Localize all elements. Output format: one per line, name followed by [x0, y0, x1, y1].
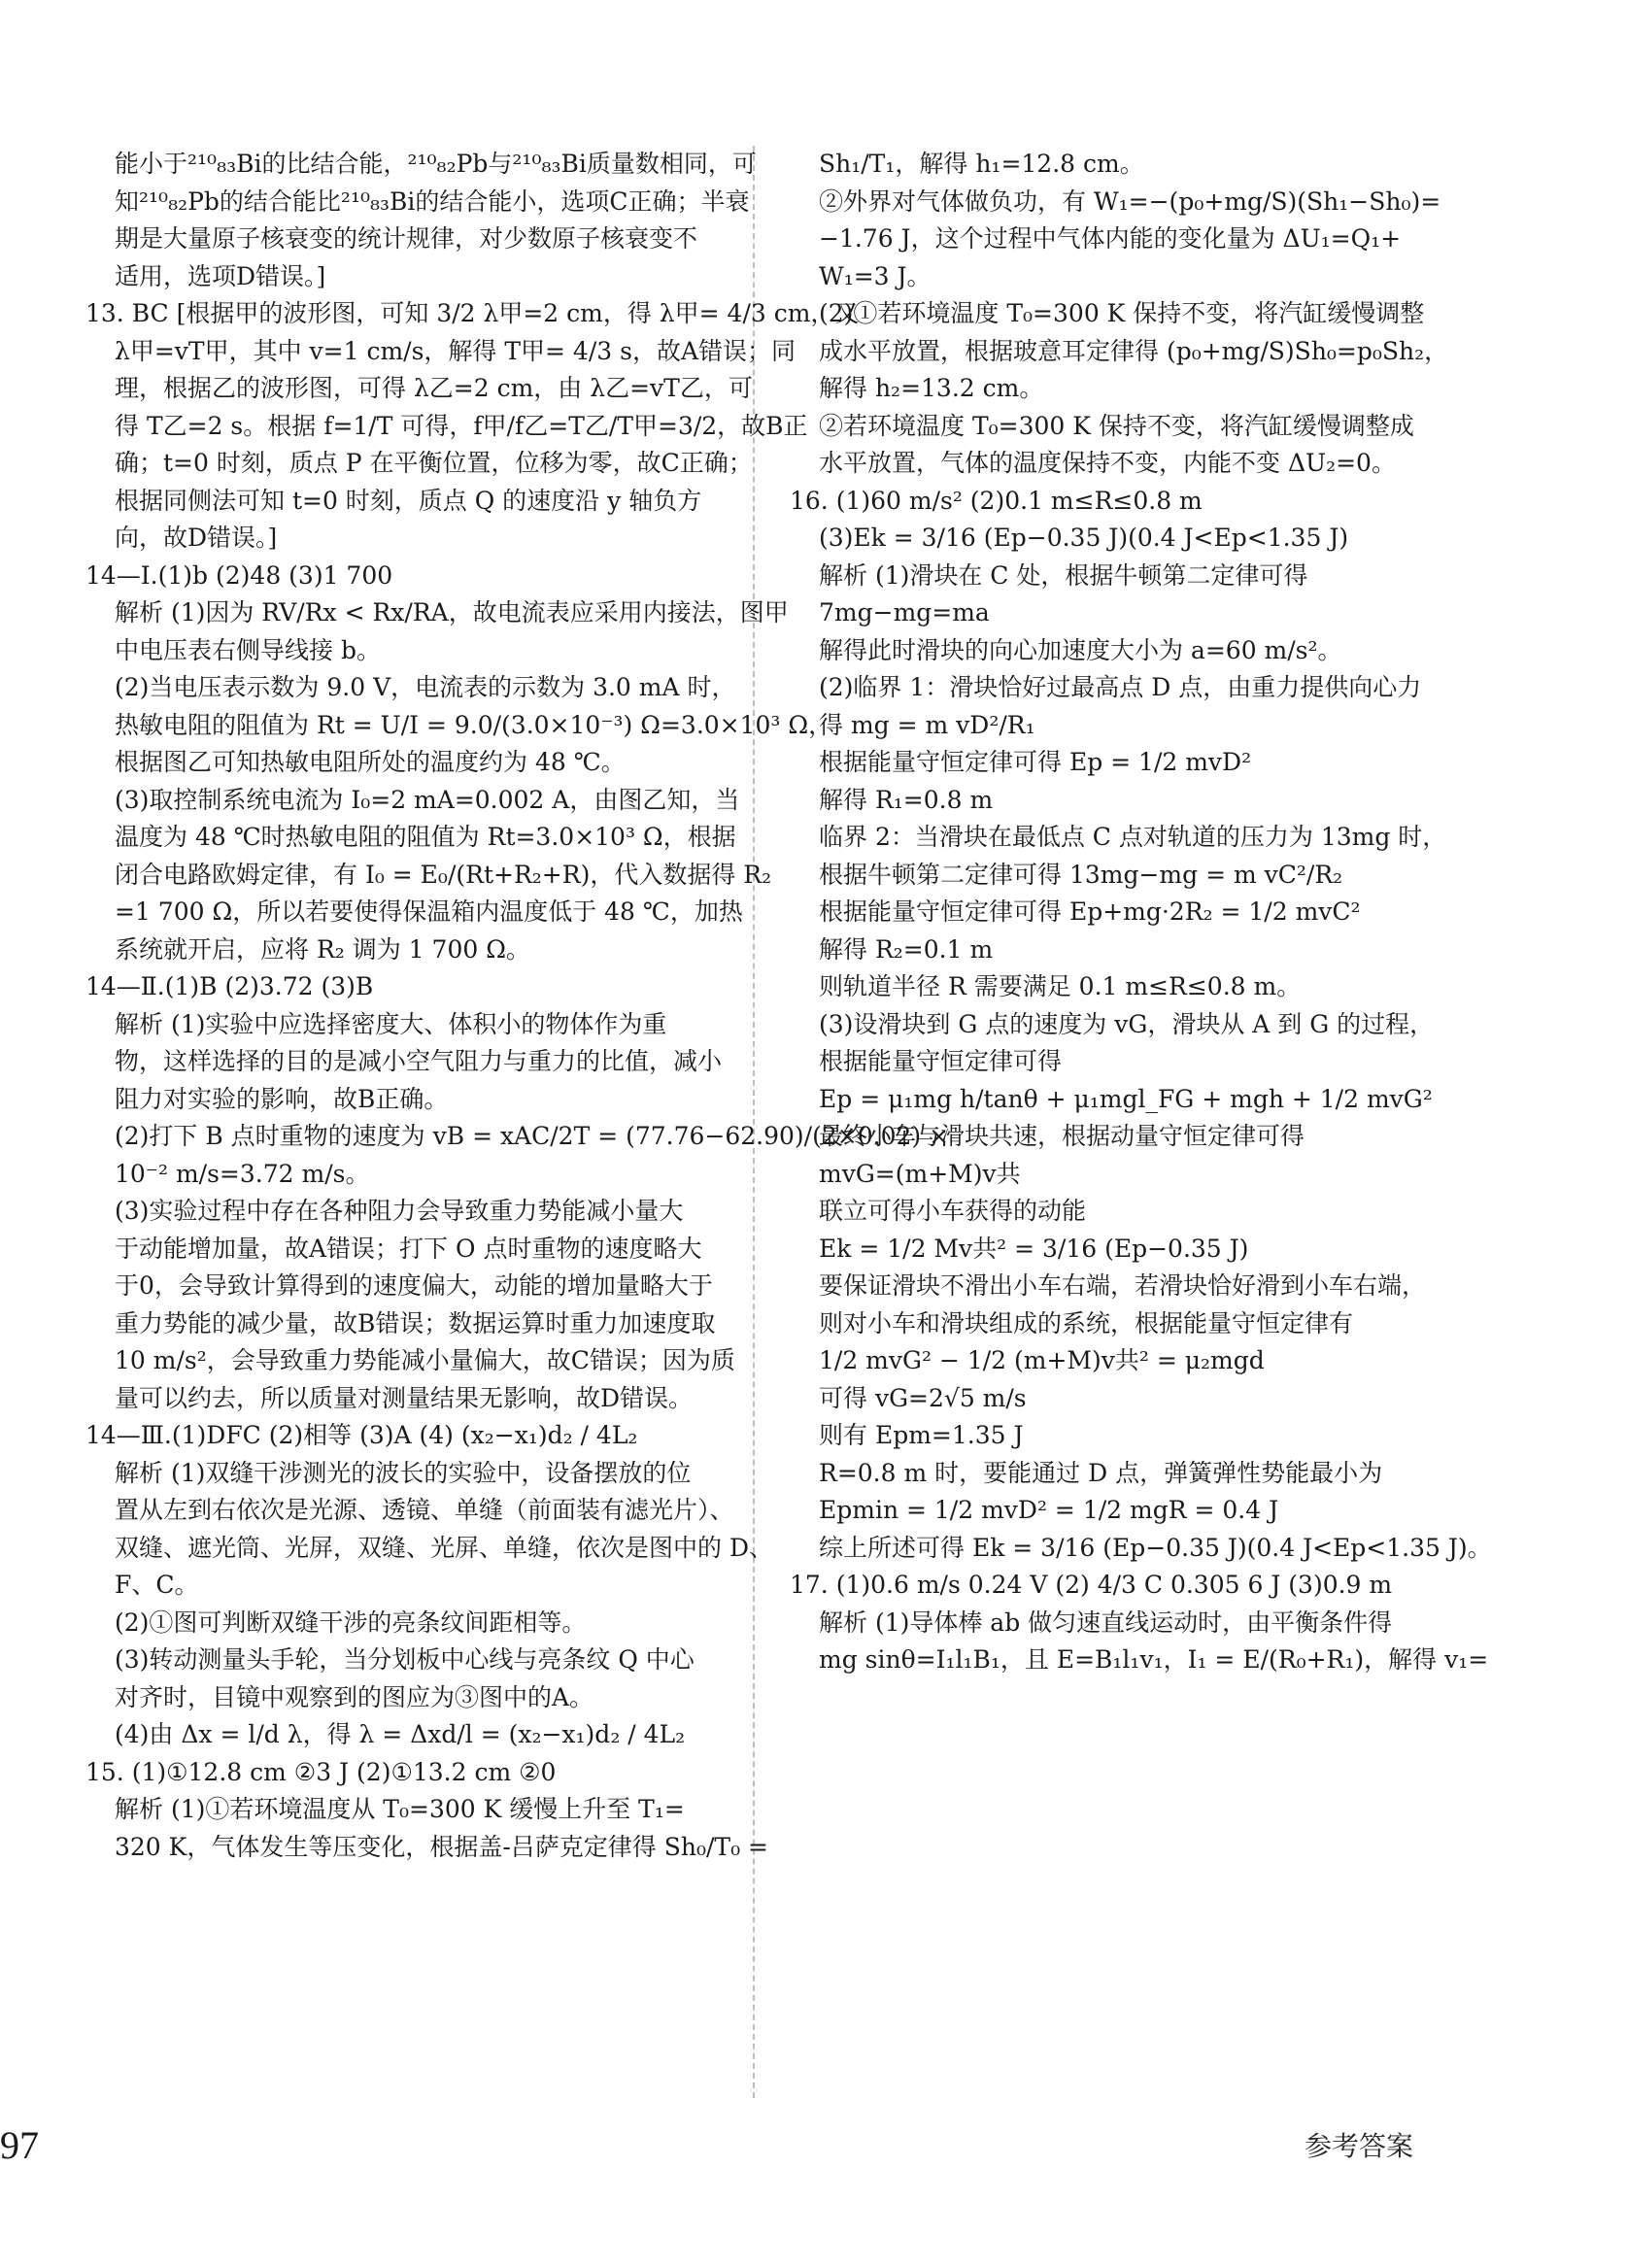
right-text-line: 水平放置，气体的温度保持不变，内能不变 ΔU₂=0。: [819, 449, 1396, 477]
right-text-line: 解得此时滑块的向心加速度大小为 a=60 m/s²。: [819, 635, 1342, 664]
left-text-line: (3)实验过程中存在各种阻力会导致重力势能减小量大: [115, 1197, 684, 1225]
right-text-line: −1.76 J，这个过程中气体内能的变化量为 ΔU₁=Q₁+: [819, 224, 1402, 253]
right-text-line: Ep = μ₁mg h/tanθ + μ₁mgl_FG + mgh + 1/2 mvG²: [819, 1084, 1433, 1113]
left-text-line: 置从左到右依次是光源、透镜、单缝（前面装有滤光片）、: [115, 1496, 734, 1524]
left-text-line: 闭合电路欧姆定律，有 I₀ = E₀/(Rt+R₂+R)，代入数据得 R₂: [115, 860, 772, 889]
left-text-line: (3)取控制系统电流为 I₀=2 mA=0.002 A，由图乙知，当: [115, 785, 740, 814]
left-text-line: 14—Ⅱ.(1)B (2)3.72 (3)B: [85, 972, 374, 1000]
left-text-line: 320 K，气体发生等压变化，根据盖-吕萨克定律得 Sh₀/T₀ =: [115, 1832, 768, 1861]
left-text-line: 中电压表右侧导线接 b。: [115, 635, 381, 664]
right-text-line: mg sinθ=I₁l₁B₁，且 E=B₁l₁v₁，I₁ = E/(R₀+R₁)，解得 v₁=: [819, 1645, 1489, 1674]
left-text-line: 物，这样选择的目的是减小空气阻力与重力的比值，减小: [115, 1047, 723, 1075]
left-text-line: 13. BC [根据甲的波形图，可知 3/2 λ甲=2 cm，得 λ甲= 4/3 cm，又: [85, 299, 860, 327]
right-text-line: ②若环境温度 T₀=300 K 保持不变，将汽缸缓慢调整成: [819, 411, 1414, 440]
right-text-line: 解析 (1)导体棒 ab 做匀速直线运动时，由平衡条件得: [819, 1608, 1393, 1637]
left-text-line: 重力势能的减少量，故B错误；数据运算时重力加速度取: [115, 1308, 716, 1337]
right-text-line: 成水平放置，根据玻意耳定律得 (p₀+mg/S)Sh₀=p₀Sh₂，: [819, 336, 1449, 365]
right-text-line: Epmin = 1/2 mvD² = 1/2 mgR = 0.4 J: [819, 1496, 1279, 1524]
right-text-line: 解得 R₁=0.8 m: [819, 785, 994, 814]
right-text-line: (2)①若环境温度 T₀=300 K 保持不变，将汽缸缓慢调整: [819, 299, 1425, 327]
right-text-line: 根据能量守恒定律可得 Ep+mg·2R₂ = 1/2 mvC²: [819, 897, 1361, 926]
left-text-line: 理，根据乙的波形图，可得 λ乙=2 cm，由 λ乙=vT乙，可: [115, 374, 753, 402]
left-text-line: (4)由 Δx = l/d λ，得 λ = Δxd/l = (x₂−x₁)d₂ / 4L₂: [115, 1720, 686, 1748]
left-text-line: 知²¹⁰₈₂Pb的结合能比²¹⁰₈₃Bi的结合能小，选项C正确；半衰: [115, 186, 750, 216]
left-text-line: 10 m/s²，会导致重力势能减小量偏大，故C错误；因为质: [115, 1346, 735, 1374]
left-text-line: 于0，会导致计算得到的速度偏大，动能的增加量略大于: [115, 1271, 713, 1300]
right-text-line: 解得 R₂=0.1 m: [819, 934, 994, 964]
right-text-line: 根据能量守恒定律可得 Ep = 1/2 mvD²: [819, 748, 1252, 776]
left-text-line: (2)打下 B 点时重物的速度为 vB = xAC/2T = (77.76−62.90)/(2×0.02) ×: [115, 1122, 950, 1150]
left-text-line: 解析 (1)因为 RV/Rx < Rx/RA，故电流表应采用内接法，图甲: [115, 598, 789, 626]
right-text-line: 则有 Epm=1.35 J: [819, 1421, 1024, 1449]
right-text-line: 则对小车和滑块组成的系统，根据能量守恒定律有: [819, 1308, 1354, 1337]
left-text-line: 15. (1)①12.8 cm ②3 J (2)①13.2 cm ②0: [85, 1757, 557, 1786]
right-text-line: 最终小车与滑块共速，根据动量守恒定律可得: [819, 1122, 1305, 1150]
left-text-line: 能小于²¹⁰₈₃Bi的比结合能，²¹⁰₈₂Pb与²¹⁰₈₃Bi质量数相同，可: [115, 150, 757, 178]
left-text-line: 阻力对实验的影响，故B正确。: [115, 1084, 449, 1113]
right-text-line: Sh₁/T₁，解得 h₁=12.8 cm。: [819, 150, 1144, 178]
right-text-line: (3)Ek = 3/16 (Ep−0.35 J)(0.4 J<Ep<1.35 J): [819, 524, 1349, 552]
right-column: [790, 146, 1492, 1679]
right-text-line: R=0.8 m 时，要能通过 D 点，弹簧弹性势能最小为: [819, 1458, 1383, 1487]
right-text-line: 可得 vG=2√5 m/s: [819, 1383, 1027, 1412]
right-text-line: 根据牛顿第二定律可得 13mg−mg = m vC²/R₂: [819, 860, 1343, 889]
right-text-line: 临界 2：当滑块在最低点 C 点对轨道的压力为 13mg 时，: [819, 823, 1447, 851]
right-text-line: 7mg−mg=ma: [819, 598, 990, 626]
right-text-line: (2)临界 1：滑块恰好过最高点 D 点，由重力提供向心力: [819, 673, 1422, 701]
left-text-line: 10⁻² m/s=3.72 m/s。: [115, 1159, 370, 1188]
left-text-line: (2)当电压表示数为 9.0 V，电流表的示数为 3.0 mA 时，: [115, 673, 736, 701]
right-text-line: 1/2 mvG² − 1/2 (m+M)v共² = μ₂mgd: [819, 1346, 1265, 1374]
left-text-line: 温度为 48 ℃时热敏电阻的阻值为 Rt=3.0×10³ Ω，根据: [115, 823, 736, 851]
left-text-line: 于动能增加量，故A错误；打下 O 点时重物的速度略大: [115, 1234, 702, 1263]
left-text-line: 解析 (1)①若环境温度从 T₀=300 K 缓慢上升至 T₁=: [115, 1795, 685, 1823]
right-text-line: 联立可得小车获得的动能: [819, 1197, 1087, 1225]
left-text-line: 向，故D错误。]: [115, 524, 278, 552]
left-text-line: (2)①图可判断双缝干涉的亮条纹间距相等。: [115, 1608, 587, 1637]
right-text-line: 综上所述可得 Ek = 3/16 (Ep−0.35 J)(0.4 J<Ep<1.35 J)。: [819, 1533, 1492, 1562]
left-text-line: 根据图乙可知热敏电阻所处的温度约为 48 ℃。: [115, 748, 626, 776]
left-text-line: 热敏电阻的阻值为 Rt = U/I = 9.0/(3.0×10⁻³) Ω=3.0×10³ Ω，: [115, 710, 833, 739]
left-text-line: 解析 (1)双缝干涉测光的波长的实验中，设备摆放的位: [115, 1458, 692, 1487]
left-text-line: =1 700 Ω，所以若要使得保温箱内温度低于 48 ℃，加热: [115, 897, 743, 926]
left-text-line: λ甲=vT甲，其中 v=1 cm/s，解得 T甲= 4/3 s，故A错误；同: [115, 336, 797, 365]
left-text-line: 对齐时，目镜中观察到的图应为③图中的A。: [115, 1682, 594, 1711]
left-text-line: 量可以约去，所以质量对测量结果无影响，故D错误。: [115, 1383, 694, 1412]
left-text-line: 确；t=0 时刻，质点 P 在平衡位置，位移为零，故C正确；: [115, 449, 753, 477]
right-text-line: 则轨道半径 R 需要满足 0.1 m≤R≤0.8 m。: [819, 972, 1302, 1000]
left-text-line: 得 T乙=2 s。根据 f=1/T 可得，f甲/f乙=T乙/T甲=3/2，故B正: [115, 411, 808, 440]
right-text-line: 解得 h₂=13.2 cm。: [819, 374, 1044, 402]
right-text-line: mvG=(m+M)v共: [819, 1159, 1021, 1188]
right-text-line: 根据能量守恒定律可得: [819, 1047, 1063, 1075]
left-text-line: 适用，选项D错误。]: [115, 261, 326, 290]
left-text-line: 系统就开启，应将 R₂ 调为 1 700 Ω。: [115, 934, 530, 964]
right-text-line: Ek = 1/2 Mv共² = 3/16 (Ep−0.35 J): [819, 1234, 1249, 1263]
left-text-line: 期是大量原子核衰变的统计规律，对少数原子核衰变不: [115, 224, 698, 253]
right-text-line: (3)设滑块到 G 点的速度为 vG，滑块从 A 到 G 的过程，: [819, 1009, 1435, 1038]
left-text-line: F、C。: [115, 1571, 199, 1599]
right-text-line: 要保证滑块不滑出小车右端，若滑块恰好滑到小车右端，: [819, 1271, 1427, 1300]
right-text-line: 得 mg = m vD²/R₁: [819, 710, 1035, 739]
footer-label: 参考答案: [1304, 2130, 1413, 2162]
left-text-line: 双缝、遮光筒、光屏，双缝、光屏、单缝，依次是图中的 D、: [115, 1533, 773, 1562]
left-text-line: 14—Ⅰ.(1)b (2)48 (3)1 700: [85, 560, 393, 590]
left-text-line: 14—Ⅲ.(1)DFC (2)相等 (3)A (4) (x₂−x₁)d₂ / 4L₂: [85, 1421, 638, 1449]
page-number: 97: [0, 2123, 39, 2167]
right-text-line: 解析 (1)滑块在 C 处，根据牛顿第二定律可得: [819, 560, 1308, 590]
right-text-line: 16. (1)60 m/s² (2)0.1 m≤R≤0.8 m: [790, 486, 1203, 515]
left-text-line: 根据同侧法可知 t=0 时刻，质点 Q 的速度沿 y 轴负方: [115, 486, 702, 515]
right-text-line: W₁=3 J。: [819, 261, 932, 290]
right-text-line: ②外界对气体做负功，有 W₁=−(p₀+mg/S)(Sh₁−Sh₀)=: [819, 186, 1441, 216]
left-text-line: (3)转动测量头手轮，当分划板中心线与亮条纹 Q 中心: [115, 1645, 695, 1674]
right-text-line: 17. (1)0.6 m/s 0.24 V (2) 4/3 C 0.305 6 J (3)0.9 m: [790, 1571, 1393, 1599]
left-text-line: 解析 (1)实验中应选择密度大、体积小的物体作为重: [115, 1009, 667, 1038]
